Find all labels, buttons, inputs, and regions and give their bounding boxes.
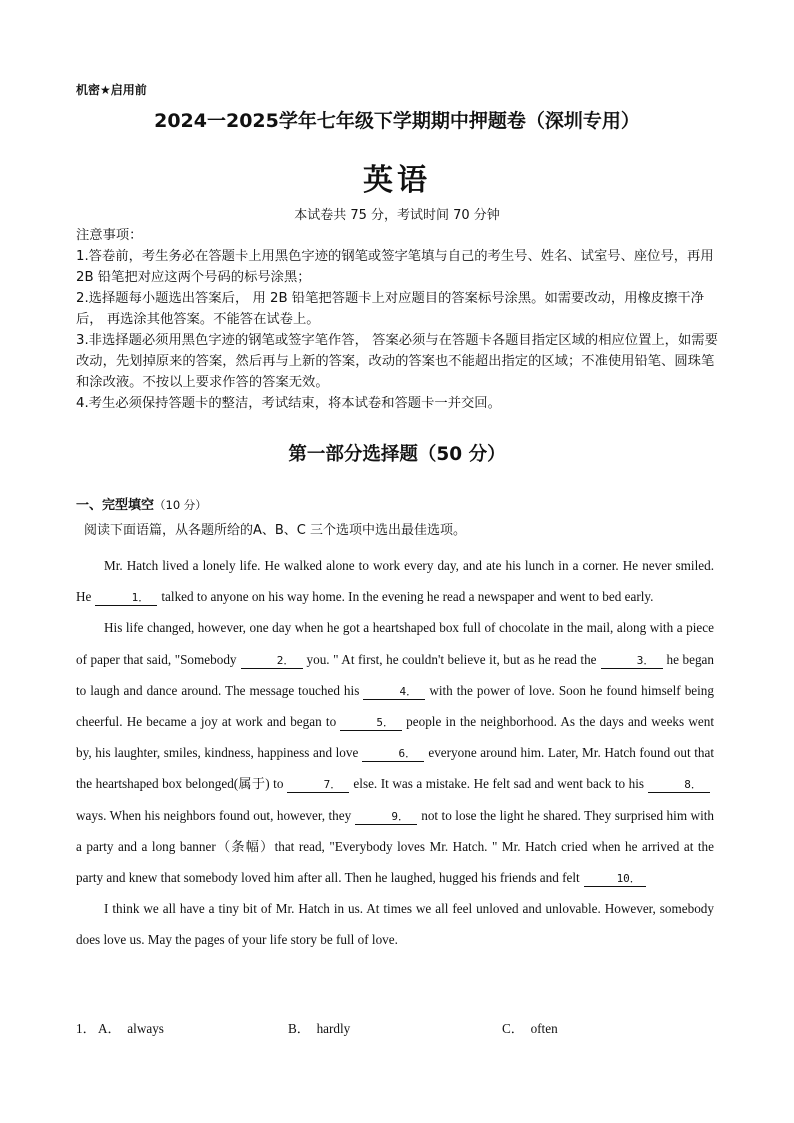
passage-text: everyone around him. Later, Mr. Hatch found out that the heartshaped box belonged(属于) to [76, 745, 714, 792]
notice-item: 1.答卷前，考生务必在答题卡上用黑色字迹的钢笔或签字笔填与自己的考生号、姓名、试室号、座位号，再用 2B 铅笔把对应这两个号码的标号涂黑； [76, 249, 714, 285]
option-c: C． often [502, 1021, 558, 1036]
blank-7: 7． [287, 777, 349, 793]
notice-item: 3.非选择题必须用黑色字迹的钢笔或签字笔作答， 答案必须与在答题卡各题目指定区域的相应位置上，如需要改动，先划掉原来的答案，然后再与上新的答案，改动的答案也不能超出指定的区域；不准使用铅笔、圆珠笔和涂改液。不按以上要求作答的答案无效。 [76, 333, 718, 390]
section-points: （10 分） [154, 498, 207, 512]
exam-info: 本试卷共 75 分，考试时间 70 分钟 [294, 208, 500, 223]
blank-10: 10． [584, 871, 646, 887]
question-1-options [76, 1018, 716, 1042]
notice-item: 4.考生必须保持答题卡的整洁，考试结束，将本试卷和答题卡一并交回。 [76, 396, 501, 411]
notice-heading: 注意事项： [76, 228, 143, 243]
secret-mark: 机密★启用前 [76, 83, 147, 97]
passage-text: not to lose the light he shared. They surprised him with a party and a long banner（条幅）that read, "Everybody loves Mr. Hatch. " Mr. Hatch cried when he arrived at the party and knew that somebody loved him after all. Then he laughed, hugged his friends and felt [76, 807, 715, 886]
passage-text: he began to laugh and dance around. The message touched his [76, 651, 714, 698]
passage-paragraph [76, 612, 714, 893]
blank-1: 1． [95, 590, 157, 606]
section-heading-label: 一、完型填空 [76, 498, 155, 513]
part-title: 第一部分选择题（50 分） [288, 444, 506, 465]
section-instruction: 阅读下面语篇，从各题所给的A、B、C 三个选项中选出最佳选项。 [84, 523, 467, 538]
passage-paragraph: I think we all have a tiny bit of Mr. Hatch in us. At times we all feel unloved and unlovable. However, somebody does love us. May the pages of your life story be full of love. [76, 901, 714, 948]
cloze-passage [76, 550, 714, 956]
passage-paragraph [76, 550, 714, 612]
passage-text: you. " At first, he couldn't believe it, but as he read the [306, 651, 597, 667]
blank-9: 9． [355, 809, 417, 825]
question-number: 1． [76, 1021, 96, 1036]
blank-3: 3． [601, 653, 663, 669]
passage-text: people in the neighborhood. As the days and weeks went by, his laughter, smiles, kindness, happiness and love [76, 714, 714, 761]
passage-text: else. It was a mistake. He felt sad and went back to his [353, 776, 645, 792]
notice-block [76, 225, 720, 414]
blank-5: 5． [340, 715, 402, 731]
blank-6: 6． [362, 746, 424, 762]
blank-2: 2． [241, 653, 303, 669]
blank-4: 4． [363, 684, 425, 700]
passage-text: with the power of love. Soon he found himself being cheerful. He became a joy at work and began to [76, 682, 714, 730]
subject-title: 英语 [363, 163, 431, 198]
passage-text: talked to anyone on his way home. In the evening he read a newspaper and went to bed early. [161, 589, 654, 605]
passage-text: Mr. Hatch lived a lonely life. He walked alone to work every day, and ate his lunch in a corner. He never smiled. He [76, 558, 714, 605]
passage-text: His life changed, however, one day when he got a heartshaped box full of chocolate in the mail, along with a piece of paper that said, "Somebody [76, 620, 714, 667]
exam-title: 2024一2025学年七年级下学期期中押题卷（深圳专用） [154, 110, 640, 132]
notice-item: 2.选择题每小题选出答案后， 用 2B 铅笔把答题卡上对应题目的答案标号涂黑。如需要改动，用橡皮擦干净后， 再选涂其他答案。不能答在试卷上。 [76, 291, 705, 327]
option-a: A． always [98, 1021, 164, 1036]
option-b: B． hardly [288, 1021, 351, 1036]
passage-text: ways. When his neighbors found out, however, they [76, 807, 352, 823]
blank-8: 8． [648, 777, 710, 793]
section-heading [76, 494, 207, 513]
